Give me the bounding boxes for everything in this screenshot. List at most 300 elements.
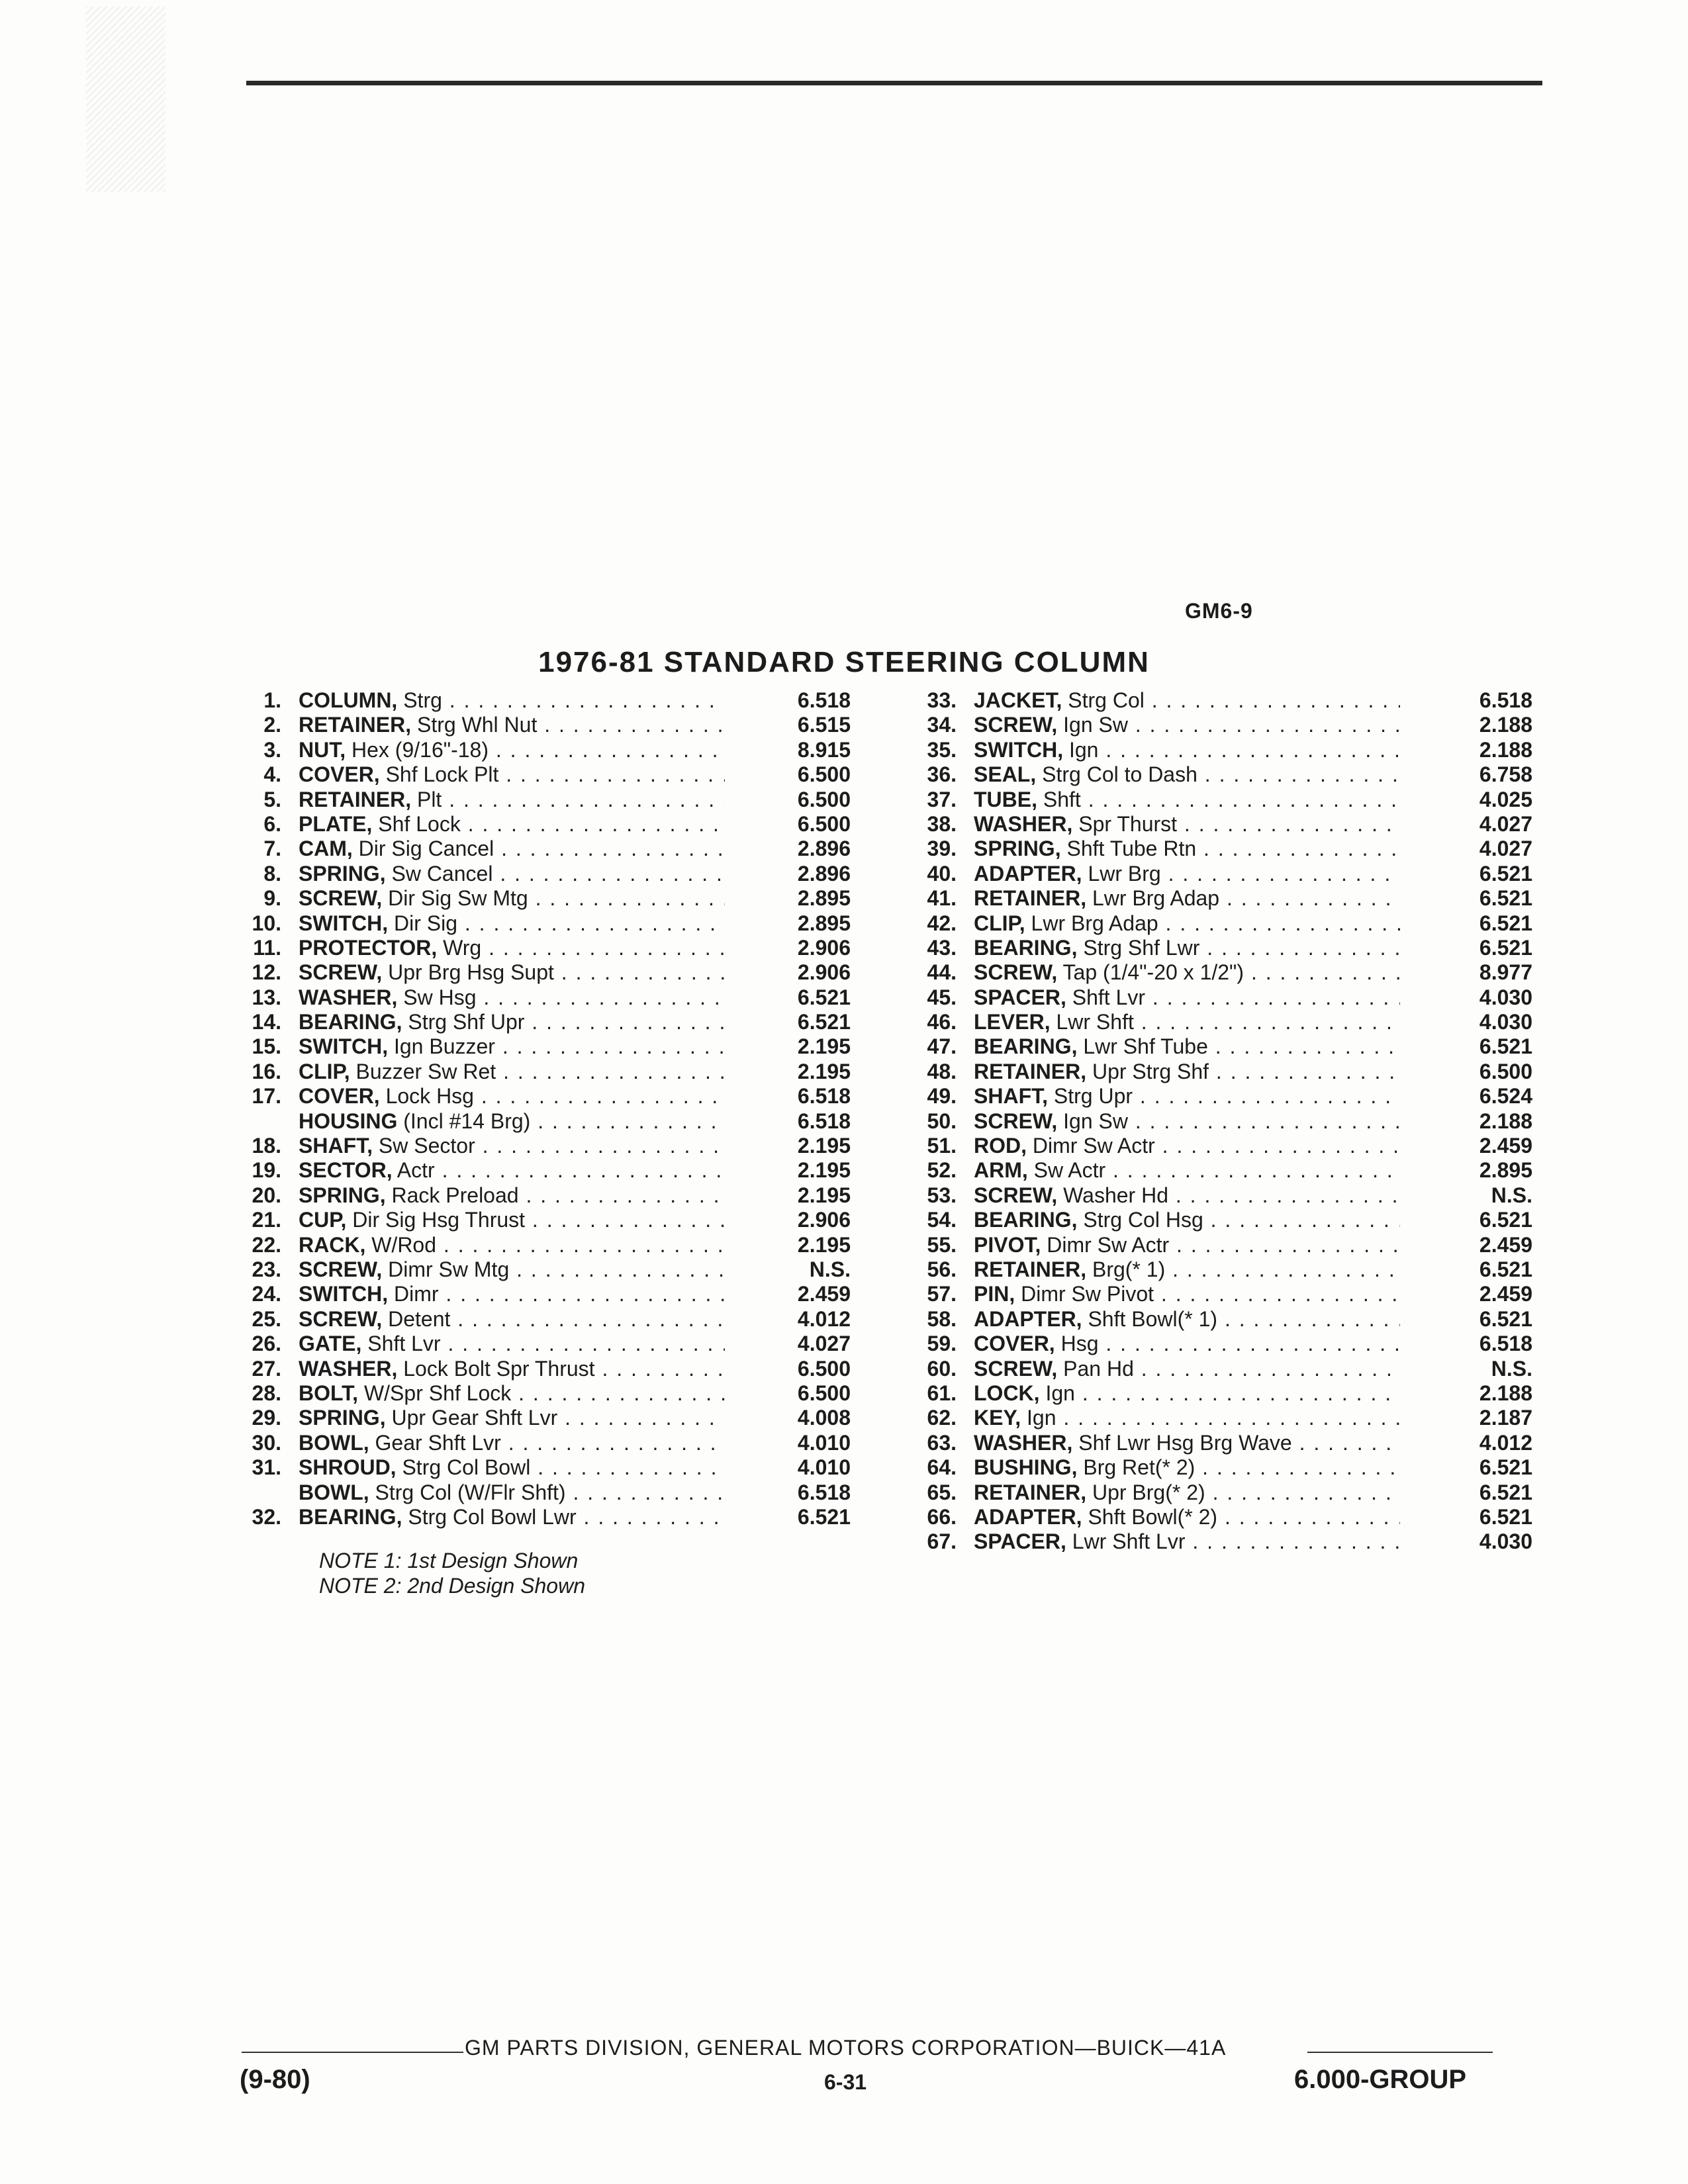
part-detail: Brg(* 1)	[1092, 1257, 1166, 1281]
part-description	[974, 762, 1400, 787]
part-name: SCREW,	[299, 1306, 383, 1331]
part-row	[904, 1183, 1532, 1208]
part-number: 55.	[927, 1232, 957, 1257]
part-row	[228, 1034, 851, 1059]
part-group-number: 8.915	[797, 737, 851, 762]
part-name: SCREW,	[974, 1356, 1058, 1381]
part-number: 57.	[927, 1282, 957, 1306]
part-group-number: 2.195	[797, 1134, 851, 1158]
part-row	[904, 762, 1532, 787]
part-group-number: 6.518	[1479, 1332, 1532, 1356]
part-detail: Sw Actr	[1033, 1158, 1106, 1183]
part-detail: Lwr Shf Tube	[1083, 1034, 1208, 1059]
part-row	[904, 1109, 1532, 1134]
part-row	[228, 1084, 851, 1109]
part-name: COVER,	[974, 1332, 1055, 1356]
part-group-number: 6.521	[797, 1504, 851, 1529]
part-name: ADAPTER,	[974, 1306, 1082, 1331]
part-group-number: 4.027	[1479, 837, 1532, 861]
part-group-number: 6.521	[1479, 861, 1532, 886]
part-row	[904, 1060, 1532, 1084]
part-row	[228, 1233, 851, 1257]
part-description	[299, 1406, 725, 1430]
part-detail: (Incl #14 Brg)	[403, 1109, 531, 1133]
part-name: SCREW,	[299, 1257, 383, 1281]
part-number: 5.	[263, 787, 281, 811]
part-number: 3.	[263, 737, 281, 762]
part-name: BEARING,	[299, 1010, 402, 1034]
part-detail: Ign	[1068, 737, 1099, 762]
part-number: 16.	[252, 1059, 281, 1083]
part-name: BEARING,	[299, 1504, 402, 1529]
note-1: NOTE 1: 1st Design Shown	[319, 1549, 579, 1572]
part-description	[299, 688, 725, 713]
part-name: PLATE,	[299, 811, 373, 836]
part-detail: Shft Lvr	[1072, 985, 1146, 1009]
part-name: RETAINER,	[974, 1480, 1087, 1504]
part-number: 30.	[252, 1430, 281, 1455]
part-name: JACKET,	[974, 688, 1062, 712]
part-row	[228, 936, 851, 960]
part-row	[904, 886, 1532, 911]
part-number: 20.	[252, 1183, 281, 1207]
part-detail: Washer Hd	[1063, 1183, 1168, 1207]
part-description	[974, 1282, 1400, 1306]
part-group-number: 2.895	[797, 886, 851, 911]
part-detail: Tap (1/4"-20 x 1/2")	[1062, 960, 1244, 985]
part-description	[299, 788, 725, 812]
part-row	[228, 1431, 851, 1455]
part-description	[974, 1357, 1400, 1381]
scan-speckle	[86, 7, 165, 192]
part-name: ADAPTER,	[974, 1504, 1082, 1529]
part-number: 6.	[263, 811, 281, 836]
part-group-number: 6.521	[1479, 1208, 1532, 1232]
part-name: SPACER,	[974, 1529, 1066, 1554]
part-group-number: 2.896	[797, 837, 851, 861]
part-group-number: 4.027	[1479, 811, 1532, 836]
part-description	[299, 1233, 725, 1257]
part-group-number: 4.030	[1479, 1010, 1532, 1034]
part-group-number: 4.025	[1479, 787, 1532, 811]
part-number: 26.	[252, 1332, 281, 1356]
part-group-number: 6.521	[1479, 1034, 1532, 1059]
part-group-number: 6.518	[797, 1109, 851, 1133]
part-number: 50.	[927, 1109, 957, 1133]
part-number: 63.	[927, 1430, 957, 1455]
part-description	[974, 985, 1400, 1010]
part-group-number: 6.518	[1479, 688, 1532, 712]
part-detail: Strg	[403, 688, 442, 712]
part-row	[228, 1406, 851, 1430]
part-description	[974, 837, 1400, 861]
part-group-number: 6.500	[1479, 1059, 1532, 1083]
parts-list-right	[904, 688, 1532, 1555]
part-description	[299, 1455, 725, 1480]
part-group-number: 6.521	[1479, 935, 1532, 960]
part-group-number: 2.195	[797, 1232, 851, 1257]
part-group-number: 6.518	[797, 688, 851, 712]
part-description	[299, 1034, 725, 1059]
part-description	[974, 1480, 1400, 1505]
part-detail: Detent	[388, 1306, 451, 1331]
part-row	[904, 713, 1532, 737]
part-name: CLIP,	[974, 911, 1025, 935]
part-name: BOWL,	[299, 1430, 369, 1455]
part-number: 15.	[252, 1034, 281, 1059]
part-row	[228, 1158, 851, 1183]
part-number: 46.	[927, 1010, 957, 1034]
part-name: NUT,	[299, 737, 346, 762]
part-description	[974, 1134, 1400, 1158]
part-row	[904, 911, 1532, 936]
part-group-number: 6.521	[1479, 1257, 1532, 1281]
part-name: RETAINER,	[299, 787, 412, 811]
part-row	[228, 862, 851, 886]
part-row	[228, 1381, 851, 1406]
part-number: 39.	[927, 837, 957, 861]
part-group-number: 6.500	[797, 811, 851, 836]
part-detail: Sw Hsg	[403, 985, 477, 1009]
part-name: WASHER,	[299, 985, 398, 1009]
part-number: 7.	[263, 837, 281, 861]
part-detail: Shft Tube Rtn	[1066, 837, 1197, 861]
part-row	[904, 1084, 1532, 1109]
part-number: 9.	[263, 886, 281, 911]
part-description	[974, 1406, 1400, 1430]
part-row	[904, 1208, 1532, 1232]
part-name: SPRING,	[299, 1183, 386, 1207]
part-name: ADAPTER,	[974, 861, 1082, 886]
part-group-number: 2.187	[1479, 1406, 1532, 1430]
part-detail: Shft Bowl(* 2)	[1088, 1504, 1218, 1529]
part-number: 41.	[927, 886, 957, 911]
part-name: SPRING,	[974, 837, 1061, 861]
part-row	[904, 1134, 1532, 1158]
part-description	[974, 1010, 1400, 1034]
part-group-number: 6.521	[1479, 911, 1532, 935]
part-detail: Dimr Sw Actr	[1032, 1134, 1155, 1158]
part-description	[299, 1381, 725, 1406]
diagram-code: GM6-9	[1185, 599, 1253, 623]
part-name: RACK,	[299, 1232, 366, 1257]
part-detail: Dir Sig Hsg Thrust	[352, 1208, 526, 1232]
part-group-number: 6.500	[797, 762, 851, 787]
part-detail: Strg Shf Lwr	[1083, 935, 1200, 960]
part-number: 40.	[927, 861, 957, 886]
part-row	[904, 1010, 1532, 1034]
part-description	[299, 1307, 725, 1332]
footer-group: 6.000-GROUP	[1294, 2065, 1467, 2094]
part-description	[299, 1084, 725, 1109]
part-number: 36.	[927, 762, 957, 787]
part-group-number: 2.188	[1479, 1381, 1532, 1405]
part-number: 59.	[927, 1332, 957, 1356]
part-description	[974, 1208, 1400, 1232]
part-detail: Strg Upr	[1053, 1084, 1133, 1109]
part-number: 52.	[927, 1158, 957, 1183]
part-row	[228, 1208, 851, 1232]
part-number: 65.	[927, 1480, 957, 1504]
part-name: BEARING,	[974, 935, 1078, 960]
part-group-number: 4.008	[797, 1406, 851, 1430]
part-row	[904, 985, 1532, 1010]
part-name: RETAINER,	[299, 713, 412, 737]
part-detail: Ign Sw	[1063, 1109, 1128, 1133]
part-name: SWITCH,	[299, 1282, 389, 1306]
part-description	[974, 1505, 1400, 1529]
part-row	[904, 1529, 1532, 1554]
part-name: CLIP,	[299, 1059, 350, 1083]
part-row	[228, 1480, 851, 1505]
part-row	[904, 688, 1532, 713]
part-detail: Shf Lwr Hsg Brg Wave	[1078, 1430, 1292, 1455]
part-row	[228, 911, 851, 936]
part-detail: Shf Lock	[378, 811, 461, 836]
part-group-number: 2.188	[1479, 713, 1532, 737]
footer-rule-right	[1307, 2052, 1493, 2053]
part-description	[299, 1257, 725, 1282]
part-detail: Rack Preload	[391, 1183, 519, 1207]
part-detail: Lock Hsg	[385, 1084, 474, 1109]
part-row	[904, 960, 1532, 985]
part-group-number: 6.500	[797, 787, 851, 811]
footer-corporation: GM PARTS DIVISION, GENERAL MOTORS CORPORATION—BUICK—41A	[465, 2036, 1227, 2060]
part-name: CAM,	[299, 837, 353, 861]
part-detail: Sw Sector	[378, 1134, 475, 1158]
part-name: ARM,	[974, 1158, 1028, 1183]
part-detail: Gear Shft Lvr	[375, 1430, 501, 1455]
part-number: 62.	[927, 1406, 957, 1430]
part-description	[299, 1134, 725, 1158]
part-name: BOLT,	[299, 1381, 359, 1405]
part-name: SCREW,	[974, 960, 1058, 985]
part-description	[974, 1158, 1400, 1183]
part-description	[974, 1109, 1400, 1134]
part-number: 12.	[252, 960, 281, 985]
note-2: NOTE 2: 2nd Design Shown	[319, 1574, 585, 1598]
part-name: PIVOT,	[974, 1232, 1041, 1257]
part-group-number: 4.012	[1479, 1430, 1532, 1455]
part-row	[228, 1134, 851, 1158]
part-description	[299, 1208, 725, 1232]
part-row	[228, 1010, 851, 1034]
part-detail: W/Rod	[371, 1232, 437, 1257]
part-detail: Lwr Brg Adap	[1092, 886, 1220, 911]
part-row	[228, 1307, 851, 1332]
part-name: LOCK,	[974, 1381, 1040, 1405]
part-row	[228, 1257, 851, 1282]
part-number: 21.	[252, 1208, 281, 1232]
part-name: GATE,	[299, 1332, 362, 1356]
part-number: 11.	[253, 935, 281, 960]
part-description	[299, 1480, 725, 1505]
part-name: SCREW,	[299, 886, 383, 911]
part-description	[299, 911, 725, 936]
footer-date: (9-80)	[240, 2065, 310, 2094]
part-description	[299, 1183, 725, 1208]
part-row	[904, 1307, 1532, 1332]
part-detail: Shft Bowl(* 1)	[1088, 1306, 1218, 1331]
part-row	[904, 1455, 1532, 1480]
part-name: SCREW,	[974, 1183, 1058, 1207]
part-description	[974, 812, 1400, 837]
part-group-number: 4.027	[797, 1332, 851, 1356]
part-number: 23.	[252, 1257, 281, 1281]
part-detail: Dimr	[393, 1282, 439, 1306]
part-detail: Dir Sig	[393, 911, 457, 935]
part-description	[299, 1010, 725, 1034]
part-number: 22.	[252, 1232, 281, 1257]
part-name: BOWL,	[299, 1480, 369, 1504]
part-description	[974, 1233, 1400, 1257]
part-description	[299, 713, 725, 737]
part-detail: Upr Brg(* 2)	[1092, 1480, 1205, 1504]
part-group-number: 6.521	[1479, 886, 1532, 911]
part-group-number: N.S.	[1491, 1356, 1532, 1381]
part-group-number: 2.459	[797, 1282, 851, 1306]
part-name: SPRING,	[299, 1406, 386, 1430]
part-description	[299, 960, 725, 985]
part-number: 1.	[263, 688, 281, 712]
part-number: 32.	[252, 1504, 281, 1529]
part-group-number: 6.518	[797, 1480, 851, 1504]
part-number: 42.	[927, 911, 957, 935]
part-description	[299, 1282, 725, 1306]
part-number: 43.	[927, 935, 957, 960]
part-row	[904, 936, 1532, 960]
part-detail: Dimr Sw Mtg	[388, 1257, 510, 1281]
part-detail: Ign	[1027, 1406, 1056, 1430]
part-group-number: 4.030	[1479, 1529, 1532, 1554]
part-name: BUSHING,	[974, 1455, 1078, 1480]
footer-rule-left	[242, 2052, 463, 2053]
part-description	[974, 1529, 1400, 1554]
part-detail: Shft	[1043, 787, 1081, 811]
part-name: SHROUD,	[299, 1455, 397, 1480]
part-description	[299, 738, 725, 762]
part-group-number: 6.521	[797, 985, 851, 1009]
part-detail: Lwr Brg	[1088, 861, 1161, 886]
part-name: SHAFT,	[299, 1134, 373, 1158]
part-row	[904, 862, 1532, 886]
part-group-number: 4.012	[797, 1306, 851, 1331]
part-row	[228, 1183, 851, 1208]
parts-list-left	[228, 688, 851, 1529]
part-detail: Plt	[416, 787, 442, 811]
part-number: 4.	[263, 762, 281, 787]
part-row	[228, 1060, 851, 1084]
part-description	[974, 1381, 1400, 1406]
part-number: 29.	[252, 1406, 281, 1430]
part-row	[228, 960, 851, 985]
part-row	[904, 1282, 1532, 1306]
part-detail: Brg Ret(* 2)	[1083, 1455, 1196, 1480]
part-row	[904, 1158, 1532, 1183]
part-group-number: 6.515	[797, 713, 851, 737]
part-row	[228, 738, 851, 762]
part-description	[299, 985, 725, 1010]
part-description	[974, 1307, 1400, 1332]
part-number: 13.	[252, 985, 281, 1009]
part-name: LEVER,	[974, 1010, 1051, 1034]
part-number: 31.	[252, 1455, 281, 1480]
part-group-number: N.S.	[809, 1257, 851, 1281]
part-row	[904, 1381, 1532, 1406]
top-rule	[246, 81, 1542, 85]
part-row	[904, 788, 1532, 812]
part-group-number: 6.500	[797, 1356, 851, 1381]
part-group-number: 8.977	[1479, 960, 1532, 985]
part-number: 48.	[927, 1059, 957, 1083]
part-description	[974, 1431, 1400, 1455]
part-number: 35.	[927, 737, 957, 762]
part-row	[904, 1406, 1532, 1430]
part-description	[974, 1060, 1400, 1084]
part-number: 51.	[927, 1134, 957, 1158]
part-name: SWITCH,	[299, 1034, 389, 1059]
part-group-number: 2.188	[1479, 1109, 1532, 1133]
part-name: COVER,	[299, 762, 380, 787]
part-number: 24.	[252, 1282, 281, 1306]
part-detail: Strg Col Bowl	[402, 1455, 531, 1480]
part-number: 47.	[927, 1034, 957, 1059]
part-group-number: 2.188	[1479, 737, 1532, 762]
part-detail: Shft Lvr	[367, 1332, 441, 1356]
part-detail: Upr Strg Shf	[1092, 1059, 1209, 1083]
part-group-number: 6.518	[797, 1084, 851, 1109]
part-name: TUBE,	[974, 787, 1037, 811]
part-number: 66.	[927, 1504, 957, 1529]
part-description	[974, 1183, 1400, 1208]
part-detail: Dimr Sw Actr	[1047, 1232, 1170, 1257]
part-detail: Pan Hd	[1063, 1356, 1134, 1381]
part-description	[299, 1109, 725, 1134]
part-description	[299, 862, 725, 886]
part-group-number: 2.906	[797, 935, 851, 960]
part-detail: Ign	[1045, 1381, 1075, 1405]
part-row	[904, 1034, 1532, 1059]
part-detail: Strg Col	[1068, 688, 1145, 712]
part-detail: Strg Col Hsg	[1083, 1208, 1203, 1232]
page-title: 1976-81 STANDARD STEERING COLUMN	[538, 646, 1150, 678]
part-number: 34.	[927, 713, 957, 737]
part-group-number: 6.521	[1479, 1480, 1532, 1504]
part-group-number: 2.195	[797, 1034, 851, 1059]
part-description	[299, 837, 725, 861]
part-number: 56.	[927, 1257, 957, 1281]
part-number: 58.	[927, 1306, 957, 1331]
part-detail: Strg Shf Upr	[408, 1010, 525, 1034]
part-detail: Lwr Shft Lvr	[1072, 1529, 1186, 1554]
part-name: HOUSING	[299, 1109, 398, 1133]
part-row	[228, 1109, 851, 1134]
part-number: 54.	[927, 1208, 957, 1232]
part-detail: Wrg	[443, 935, 482, 960]
part-description	[974, 911, 1400, 936]
part-row	[904, 1480, 1532, 1505]
part-name: RETAINER,	[974, 886, 1087, 911]
footer-page-number: 6-31	[824, 2070, 867, 2094]
part-row	[228, 1455, 851, 1480]
part-number: 17.	[252, 1084, 281, 1109]
part-group-number: N.S.	[1491, 1183, 1532, 1207]
part-row	[904, 1257, 1532, 1282]
part-name: SHAFT,	[974, 1084, 1048, 1109]
part-number: 10.	[252, 911, 281, 935]
part-group-number: 2.896	[797, 861, 851, 886]
part-description	[974, 1257, 1400, 1282]
